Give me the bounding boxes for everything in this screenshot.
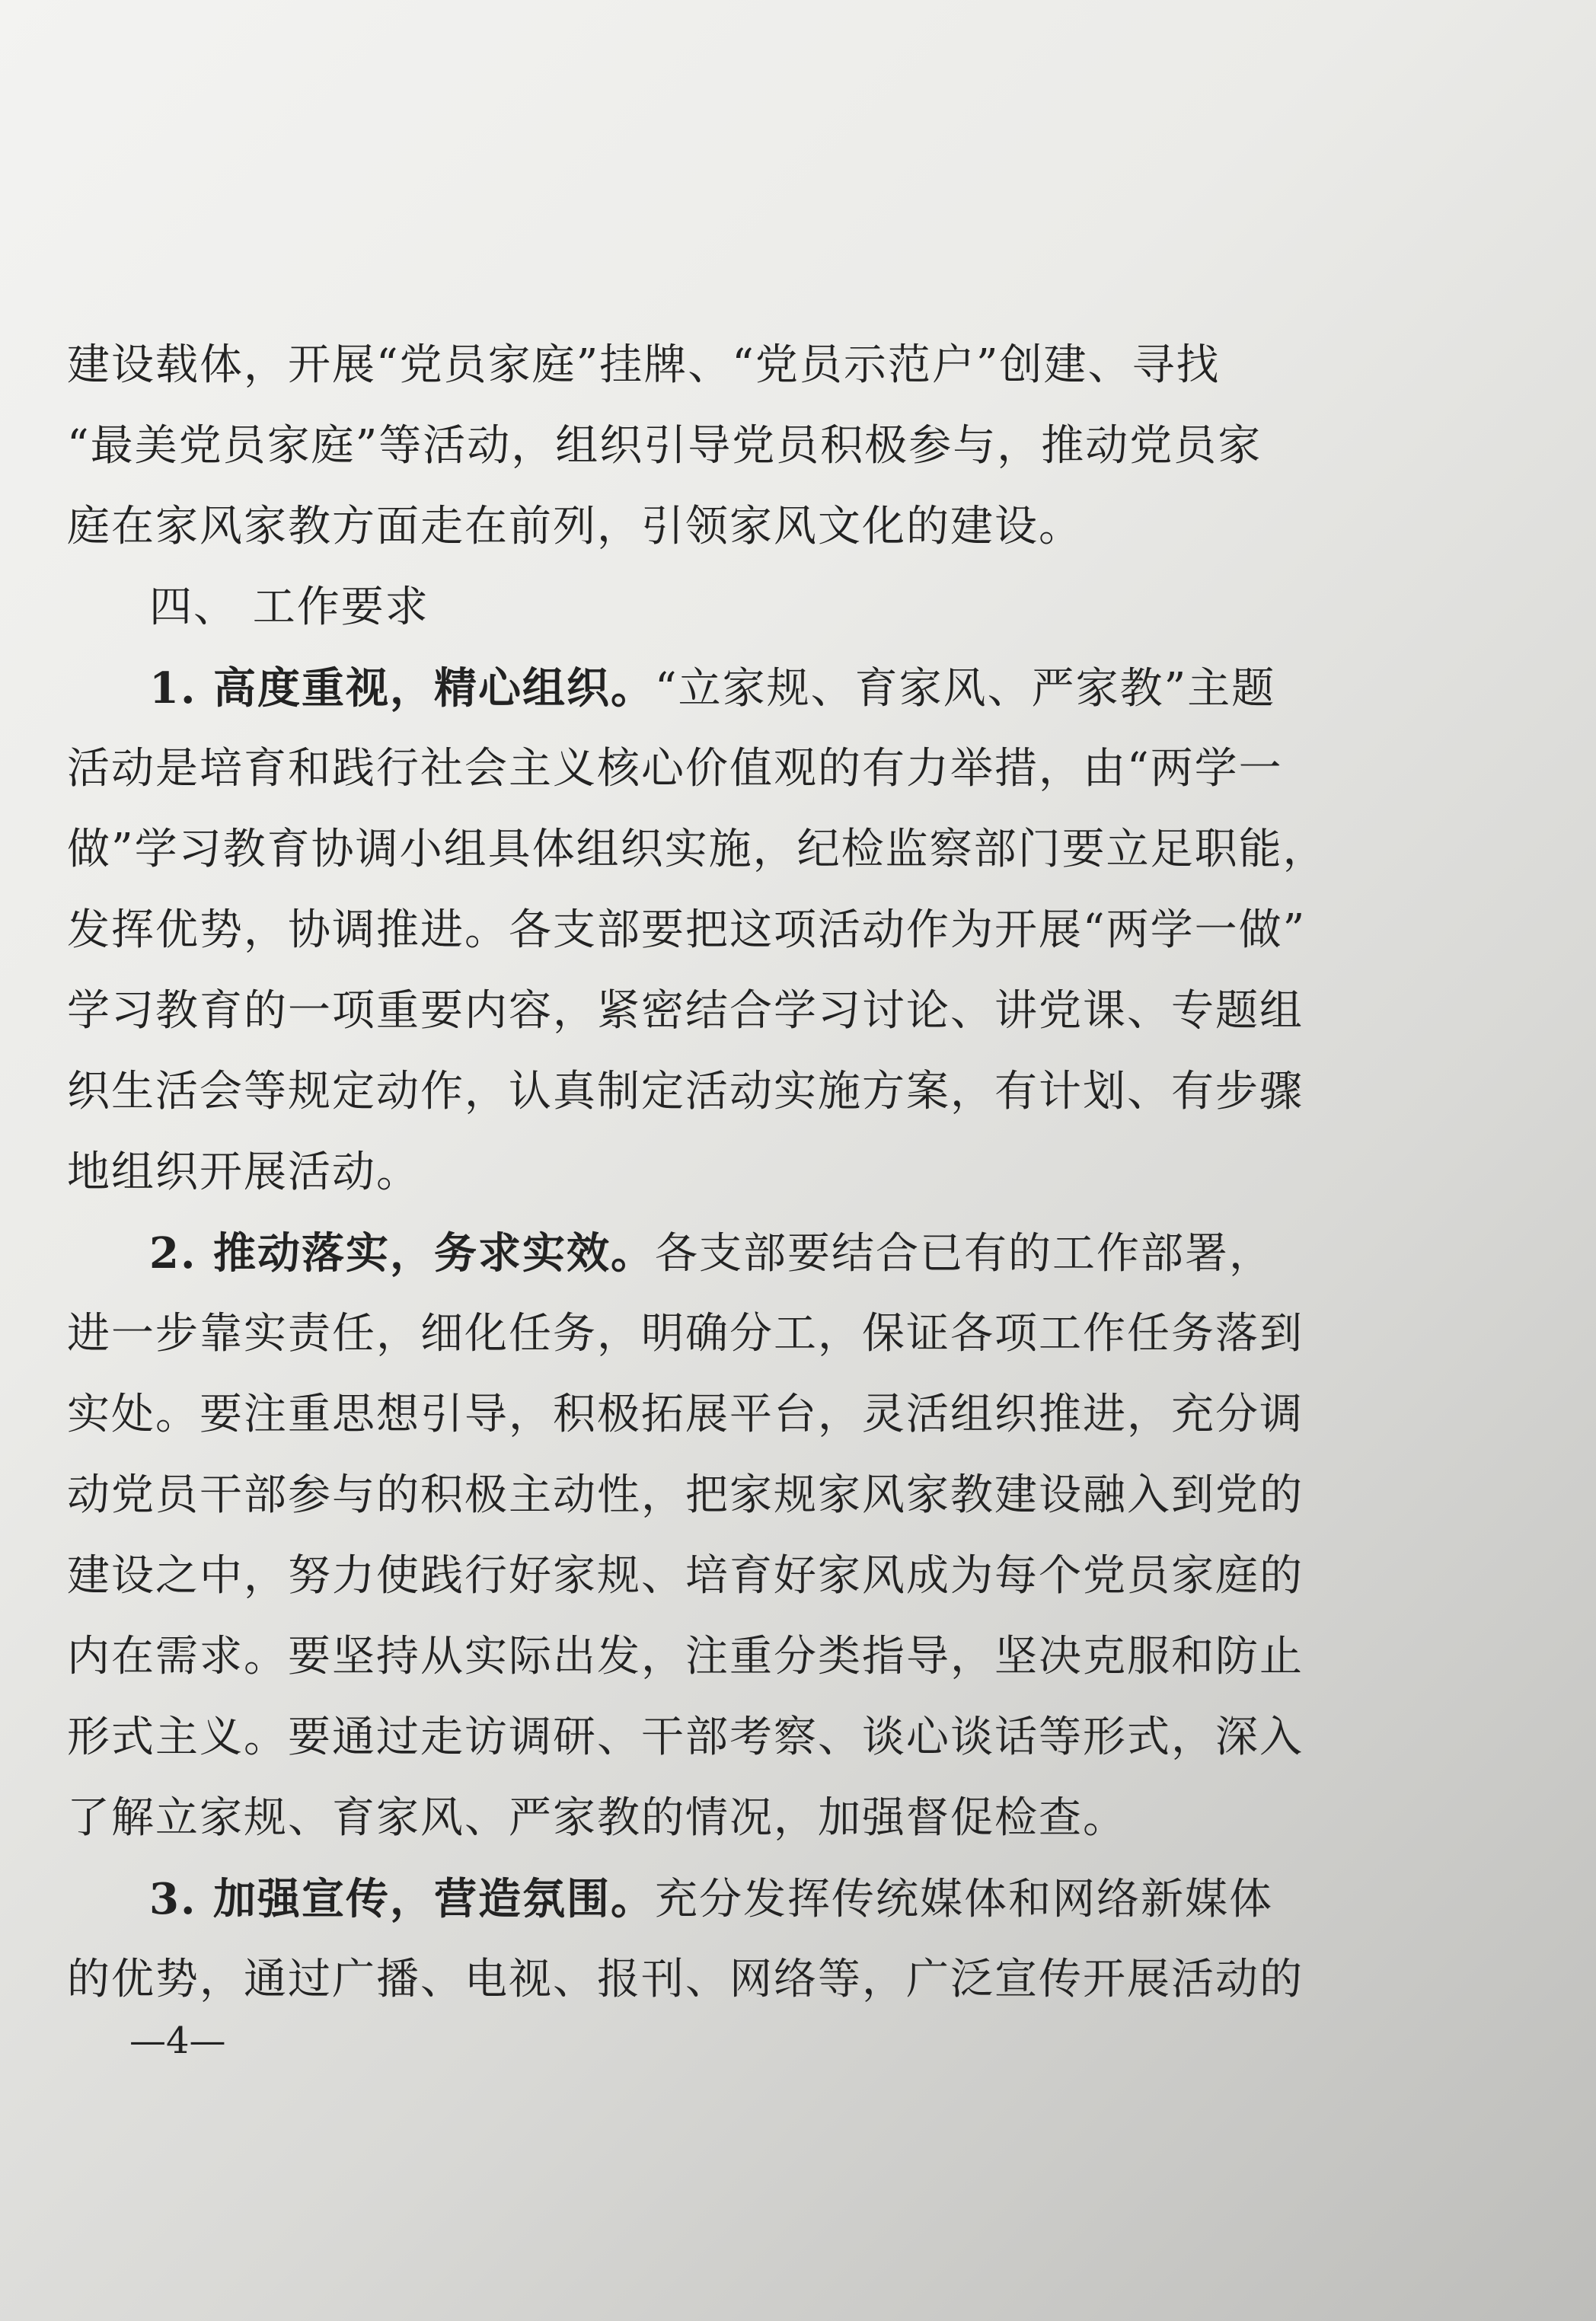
body-line: 了解立家规、育家风、严家教的情况，加强督促检查。 [67,1793,1127,1843]
body-line: 织生活会等规定动作，认真制定活动实施方案，有计划、有步骤 [67,1067,1304,1116]
body-line: 的优势，通过广播、电视、报刊、网络等，广泛宣传开展活动的 [67,1955,1304,2004]
body-line: 学习教育的一项重要内容，紧密结合学习讨论、讲党课、专题组 [67,986,1304,1036]
body-line: 内在需求。要坚持从实际出发，注重分类指导，坚决克服和防止 [67,1632,1304,1681]
body-line: 活动是培育和践行社会主义核心价值观的有力举措，由“两学一 [67,744,1283,793]
item-1-lead: 1. 高度重视，精心组织。 [149,663,655,714]
body-line: 进一步靠实责任，细化任务，明确分工，保证各项工作任务落到 [67,1309,1304,1358]
item-2-lead: 2. 推动落实，务求实效。 [149,1228,655,1279]
body-line: 做”学习教育协调小组具体组织实施，纪检监察部门要立足职能， [67,825,1327,874]
body-line: 形式主义。要通过走访调研、干部考察、谈心谈话等形式，深入 [67,1713,1304,1762]
item-3-lead: 3. 加强宣传，营造氛围。 [149,1874,655,1924]
body-line: 动党员干部参与的积极主动性，把家规家风家教建设融入到党的 [67,1470,1304,1520]
item-1-first-line [149,664,1275,714]
section-heading: 四、 工作要求 [149,583,429,632]
body-line: 实处。要注重思想引导，积极拓展平台，灵活组织推进，充分调 [67,1390,1304,1439]
item-2-first-line-rest: 各支部要结合已有的工作部署， [654,1229,1273,1279]
page-number: —4— [129,2019,226,2062]
body-line: 建设载体，开展“党员家庭”挂牌、“党员示范户”创建、寻找 [67,340,1221,390]
body-line: 地组织开展活动。 [67,1148,420,1197]
body-line: 建设之中，努力使践行好家规、培育好家风成为每个党员家庭的 [67,1551,1304,1601]
item-3-first-line-rest: 充分发挥传统媒体和网络新媒体 [654,1875,1273,1924]
body-line: “最美党员家庭”等活动，组织引导党员积极参与，推动党员家 [67,421,1262,471]
body-line: 庭在家风家教方面走在前列，引领家风文化的建设。 [67,502,1083,551]
item-2-first-line [149,1229,1273,1279]
item-3-first-line [149,1875,1273,1924]
item-1-first-line-rest: “立家规、育家风、严家教”主题 [654,664,1276,714]
body-line: 发挥优势，协调推进。各支部要把这项活动作为开展“两学一做” [67,905,1307,955]
